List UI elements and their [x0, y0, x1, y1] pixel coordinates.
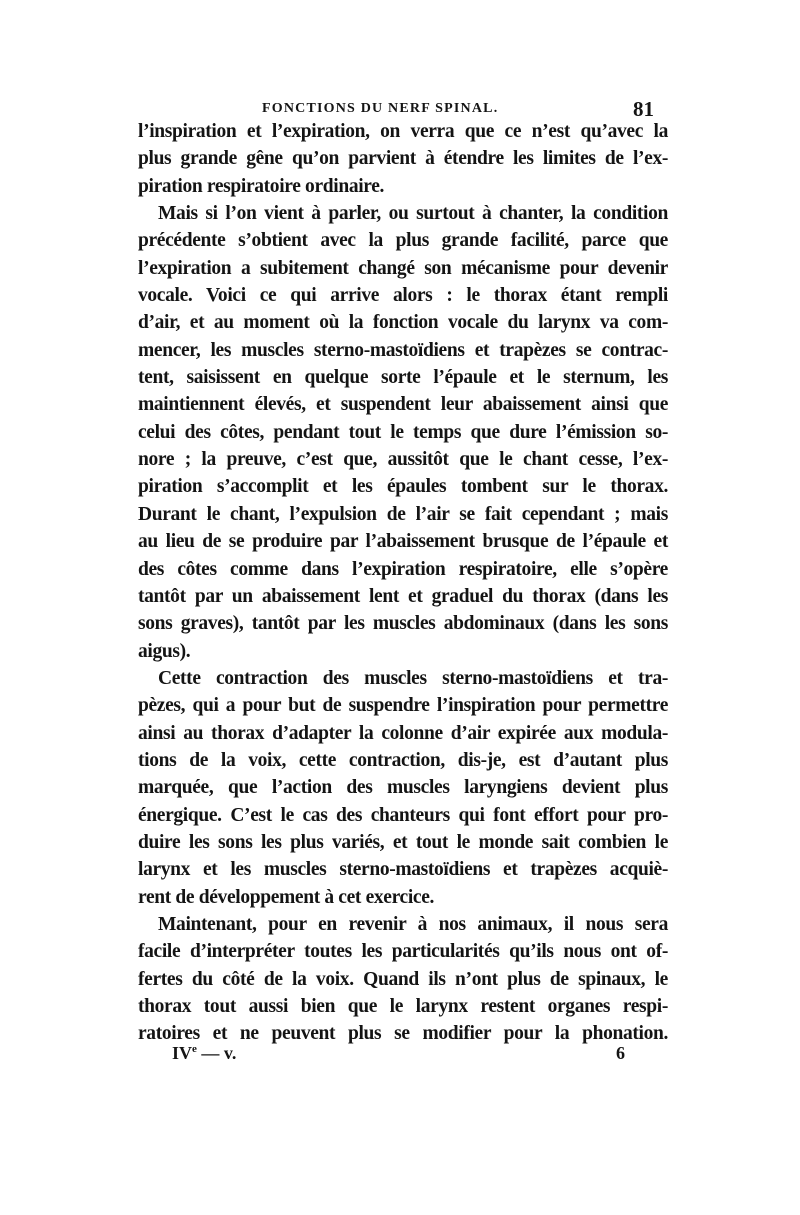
text-line: celui des côtes, pendant tout le temps que dure l’émission so- [138, 421, 668, 443]
paragraph-first-line: Cette contraction des muscles sterno-mastoïdiens et tra- [158, 667, 668, 689]
text-line: ainsi au thorax d’adapter la colonne d’air expirée aux modula- [138, 722, 668, 744]
signature-superscript: e [192, 1043, 197, 1055]
signature-mark [172, 1043, 236, 1064]
running-title: FONCTIONS DU NERF SPINAL. [262, 101, 499, 116]
text-line: facile d’interpréter toutes les particularités qu’ils nous ont of- [138, 941, 668, 963]
sheet-number: 6 [616, 1043, 625, 1063]
text-line: l’inspiration et l’expiration, on verra que ce n’est qu’avec la [138, 121, 668, 142]
text-line: énergique. C’est le cas des chanteurs qui font effort pour pro- [138, 804, 668, 826]
text-line: piration s’accomplit et les épaules tombent sur le thorax. [138, 476, 668, 498]
page-number: 81 [633, 97, 654, 121]
body-text [138, 118, 668, 1048]
paragraph-first-line: Maintenant, pour en revenir à nos animaux, il nous sera [158, 913, 668, 935]
signature-rest: — v. [196, 1043, 237, 1063]
text-line: fertes du côté de la voix. Quand ils n’ont plus de spinaux, le [138, 968, 668, 990]
text-line: mencer, les muscles sterno-mastoïdiens et trapèzes se contrac- [138, 339, 668, 361]
text-line: l’expiration a subitement changé son mécanisme pour devenir [138, 257, 668, 279]
text-line: aigus). [138, 640, 191, 662]
text-line: tions de la voix, cette contraction, dis-je, est d’autant plus [138, 749, 668, 771]
text-line: tent, saisissent en quelque sorte l’épaule et le sternum, les [138, 367, 668, 389]
text-line: sons graves), tantôt par les muscles abdominaux (dans les sons [138, 613, 668, 635]
text-line: duire les sons les plus variés, et tout le monde sait combien le [138, 831, 668, 853]
text-line: pèzes, qui a pour but de suspendre l’inspiration pour permettre [138, 695, 668, 717]
text-line: tantôt par un abaissement lent et graduel du thorax (dans les [138, 585, 668, 607]
text-line: larynx et les muscles sterno-mastoïdiens et trapèzes acquiè- [138, 859, 668, 881]
text-line: nore ; la preuve, c’est que, aussitôt que le chant cesse, l’ex- [138, 449, 668, 471]
text-line: au lieu de se produire par l’abaissement brusque de l’épaule et [138, 531, 668, 553]
text-line: marquée, que l’action des muscles laryngiens devient plus [138, 777, 668, 799]
page-footer [170, 1043, 630, 1069]
paragraph-first-line: Mais si l’on vient à parler, ou surtout à chanter, la condition [158, 203, 668, 225]
text-line: thorax tout aussi bien que le larynx restent organes respi- [138, 996, 668, 1017]
text-line: précédente s’obtient avec la plus grande facilité, parce que [138, 230, 668, 252]
text-line: d’air, et au moment où la fonction vocale du larynx va com- [138, 312, 668, 334]
text-line: rent de développement à cet exercice. [138, 886, 435, 908]
text-line: Durant le chant, l’expulsion de l’air se fait cependant ; mais [138, 503, 668, 525]
text-line: vocale. Voici ce qui arrive alors : le thorax étant rempli [138, 285, 668, 307]
signature-main: IV [172, 1043, 193, 1063]
text-line: maintiennent élevés, et suspendent leur abaissement ainsi que [138, 394, 668, 416]
text-line: ratoires et ne peuvent plus se modifier pour la phonation. [138, 1023, 668, 1045]
text-line: des côtes comme dans l’expiration respiratoire, elle s’opère [138, 558, 668, 580]
text-line: plus grande gêne qu’on parvient à étendre les limites de l’ex- [138, 148, 668, 170]
text-line: piration respiratoire ordinaire. [138, 175, 385, 197]
